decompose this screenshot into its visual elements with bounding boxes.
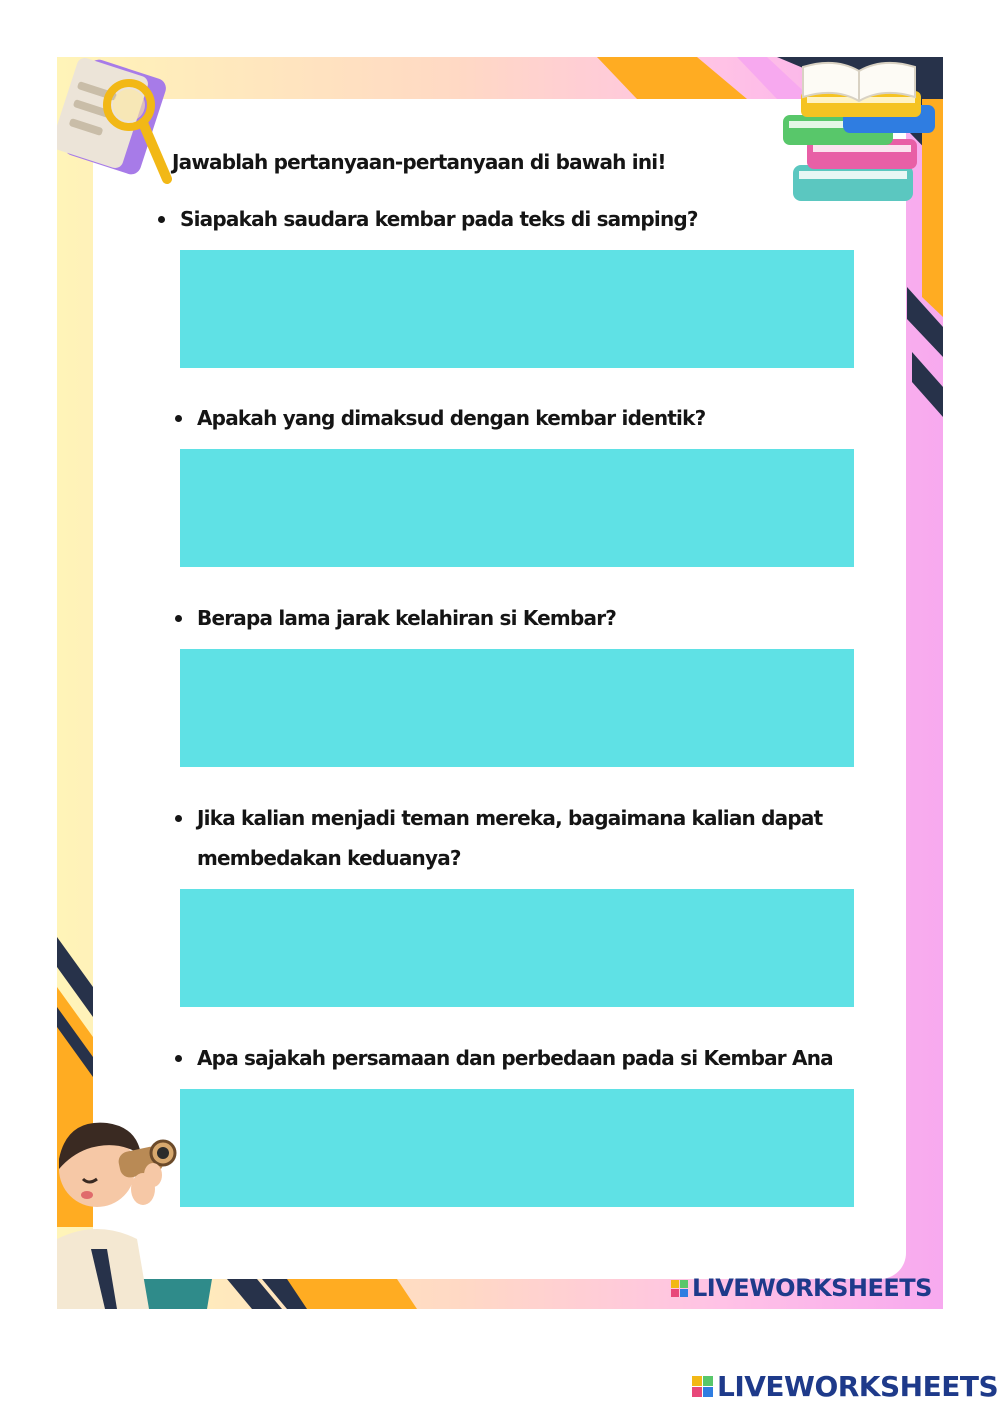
question-1: Siapakah saudara kembar pada teks di samping?	[180, 199, 850, 239]
question-4: Jika kalian menjadi teman mereka, bagaimana kalian dapat membedakan keduanya?	[197, 798, 867, 878]
liveworksheets-wordmark: LIVEWORKSHEETS	[692, 1274, 932, 1302]
child-binoculars-illustration	[57, 1109, 187, 1309]
logo-squares-icon	[692, 1376, 713, 1397]
answer-box-2[interactable]	[180, 449, 854, 567]
answer-box-5[interactable]	[180, 1089, 854, 1207]
liveworksheets-logo-inner	[671, 1274, 932, 1302]
question-3: Berapa lama jarak kelahiran si Kembar?	[197, 598, 867, 638]
liveworksheets-logo-footer	[692, 1370, 998, 1403]
book-stack-icon	[773, 57, 943, 222]
magnifier-document-icon	[57, 57, 177, 192]
answer-box-3[interactable]	[180, 649, 854, 767]
answer-box-1[interactable]	[180, 250, 854, 368]
liveworksheets-footer-wordmark: LIVEWORKSHEETS	[717, 1370, 999, 1403]
worksheet-instruction: Jawablah pertanyaan-pertanyaan di bawah ini!	[172, 150, 666, 174]
answer-box-4[interactable]	[180, 889, 854, 1007]
question-5: Apa sajakah persamaan dan perbedaan pada si Kembar Ana	[197, 1038, 867, 1118]
question-2: Apakah yang dimaksud dengan kembar identik?	[197, 398, 867, 438]
logo-squares-icon	[671, 1280, 688, 1297]
